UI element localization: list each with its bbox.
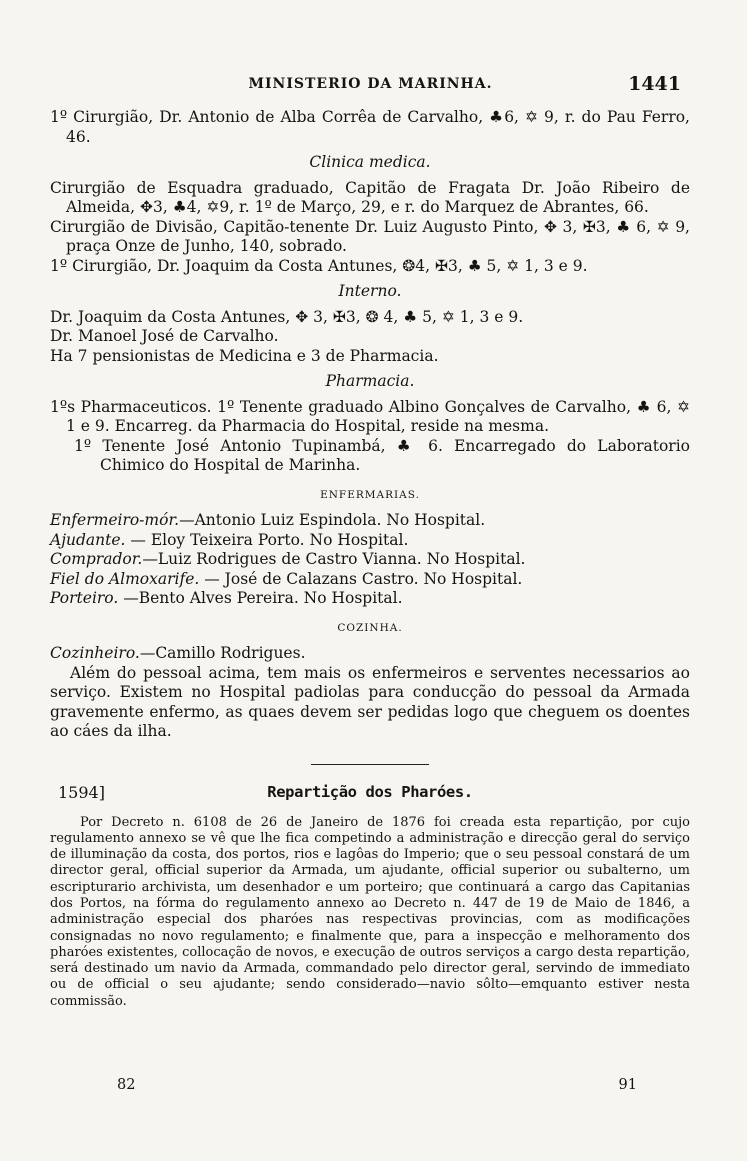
paragraph-pessoal: Além do pessoal acima, tem mais os enfermeiros e serventes necessarios ao serviço. Existem no Hospital padiolas para conducção do pessoal da Armada gravemente enfermo, as quaes devem ser pedidas logo que cheguem os doentes ao cáes da ilha. <box>50 663 690 740</box>
entry-cirurgiao-1 <box>50 108 690 147</box>
entry-ajudante <box>50 531 690 551</box>
entry-text: 3, <box>308 307 333 326</box>
section-body: Por Decreto n. 6108 de 26 de Janeiro de 1876 foi creada esta repartição, por cujo regulamento annexo se vê que lhe fica competindo a administração e direcção geral do serviço de illuminação da costa, dos portos, rios e lagôas do Imperio; que o seu pessoal constará de um director geral, official superior da Armada, um ajudante, official superior ou subalterno, um escripturario archivista, um desenhador e um porteiro; que continuará a cargo das Capitanias dos Portos, na fórma do regulamento annexo ao Decreto n. 447 de 19 de Maio de 1846, a administração especial dos pharóes nas respectivas provincias, com as modificações consignadas no novo regulamento; e finalmente que, para a inspecção e melhoramento dos pharóes existentes, collocação de novos, e execução de outros serviços a cargo desta repartição, será destinado um navio da Armada, commandado pelo director geral, servindo de immediato ou de official o seu ajudante; sendo considerado—navio sôlto—emquanto estiver nesta commissão. <box>50 814 690 1009</box>
role-label: Comprador. <box>50 550 143 568</box>
star-insignia-icon: ✡ <box>506 256 520 275</box>
entry-text: 3, <box>345 307 366 326</box>
entry-text: Cirurgião de Esquadra graduado, Capitão de Fragata Dr. João Ribeiro de Almeida, <box>50 178 690 216</box>
order-insignia-icon: ♣ <box>403 307 418 326</box>
entry-text: 1 e 9. Encarreg. da Pharmacia do Hospital, reside na mesma. <box>66 417 549 435</box>
entry-text: 1ºs Pharmaceuticos. 1º Tenente graduado Albino Gonçalves de Carvalho, <box>50 397 637 416</box>
entry-text: 6, <box>504 108 526 126</box>
order-insignia-icon: ♣ <box>396 436 417 455</box>
section-number: 1594] <box>58 782 105 802</box>
entry-fiel <box>50 570 690 590</box>
entry-tupinamba <box>50 437 690 476</box>
footer-right-number: 91 <box>618 1077 637 1093</box>
rose-cross-insignia-icon: ✠ <box>434 256 448 275</box>
rose-cross-insignia-icon: ✠ <box>582 217 596 236</box>
entry-text: 1, 3 e 9. <box>454 307 524 326</box>
order-insignia-icon: ♣ <box>467 256 482 275</box>
order-insignia-icon: ♣ <box>616 217 631 236</box>
heading-interno: Interno. <box>338 282 402 300</box>
entry-comprador <box>50 550 690 570</box>
entry-text: 1º Tenente José Antonio Tupinambá, <box>74 436 397 455</box>
star-insignia-icon: ✡ <box>206 198 220 216</box>
entry-text: 4, <box>186 198 207 216</box>
entry-text: 3, <box>447 256 468 275</box>
entry-text: 1, 3 e 9. <box>519 256 588 275</box>
footer-left-number: 82 <box>117 1077 136 1093</box>
page-header <box>60 73 681 100</box>
page-number: 1441 <box>628 73 681 95</box>
order-insignia-icon: ♣ <box>172 198 187 216</box>
entry-manoel: Dr. Manoel José de Carvalho. <box>50 327 279 345</box>
page-content <box>50 108 690 1010</box>
role-label: Porteiro. <box>50 589 119 607</box>
entry-porteiro <box>50 589 690 609</box>
star-insignia-icon: ✡ <box>525 108 539 126</box>
entry-text: 9, r. do Pau Ferro, 46. <box>66 108 690 146</box>
cross-insignia-icon: ✥ <box>140 198 153 216</box>
running-title: MINISTERIO DA MARINHA. <box>248 76 493 92</box>
heading-clinica-medica: Clinica medica. <box>309 153 431 171</box>
role-label: Ajudante. <box>50 530 126 549</box>
entry-cirurgiao-antunes <box>50 257 690 277</box>
role-label: Cozinheiro. <box>50 644 140 662</box>
entry-text: Cirurgião de Divisão, Capitão-tenente Dr. Luiz Augusto Pinto, <box>50 217 544 236</box>
star-insignia-icon: ✡ <box>441 307 455 326</box>
entry-text: 9, praça Onze de Junho, 140, sobrado. <box>66 217 690 255</box>
entry-text: 6. Encarregado do Laboratorio Chimico do Hospital de Marinha. <box>100 436 691 474</box>
medal-insignia-icon: ❂ <box>365 307 379 326</box>
entry-text: —Luiz Rodrigues de Castro Vianna. No Hospital. <box>142 550 526 568</box>
entry-text: 4, <box>415 256 435 275</box>
rose-cross-insignia-icon: ✠ <box>332 307 346 326</box>
entry-text: 6, <box>630 217 657 236</box>
entry-pharmaceuticos <box>50 398 690 437</box>
entry-cozinheiro <box>50 644 690 664</box>
entry-text: —Bento Alves Pereira. No Hospital. <box>118 589 403 607</box>
entry-text: 1º Cirurgião, Dr. Joaquim da Costa Antunes, <box>50 256 403 275</box>
entry-cirurgiao-esquadra <box>50 179 690 218</box>
entry-text: —Antonio Luiz Espindola. No Hospital. <box>179 511 486 529</box>
cross-insignia-icon: ✥ <box>543 217 557 236</box>
order-insignia-icon: ♣ <box>636 397 652 416</box>
entry-text: 5, <box>417 307 442 326</box>
entry-text: 5, <box>481 256 507 275</box>
star-insignia-icon: ✡ <box>676 397 690 416</box>
section-title: Repartição dos Pharóes. <box>267 782 473 801</box>
entry-text: 3, <box>556 217 583 236</box>
section-divider <box>311 764 429 765</box>
heading-pharmacia: Pharmacia. <box>325 372 415 390</box>
role-label: Enfermeiro-mór. <box>50 511 180 529</box>
entry-interno-antunes <box>50 308 690 328</box>
entry-text: 1º Cirurgião, Dr. Antonio de Alba Corrêa de Carvalho, <box>50 108 490 126</box>
heading-cozinha: COZINHA. <box>337 621 403 634</box>
entry-text: 4, <box>378 307 404 326</box>
entry-text: —Camillo Rodrigues. <box>139 644 306 662</box>
entry-pensionistas: Ha 7 pensionistas de Medicina e 3 de Pharmacia. <box>50 346 439 365</box>
entry-text: 6, <box>651 397 677 416</box>
section-heading <box>50 783 690 807</box>
entry-text: 3, <box>595 217 617 236</box>
entry-text: Dr. Joaquim da Costa Antunes, <box>50 307 296 326</box>
entry-text: 3, <box>153 198 173 216</box>
entry-cirurgiao-divisao <box>50 218 690 257</box>
role-label: Fiel do Almoxarife. <box>50 569 200 588</box>
heading-enfermarias: ENFERMARIAS. <box>320 488 420 501</box>
entry-text: — Eloy Teixeira Porto. No Hospital. <box>125 530 409 549</box>
entry-text: — José de Calazans Castro. No Hospital. <box>199 569 523 588</box>
medal-insignia-icon: ❂ <box>402 256 416 275</box>
star-insignia-icon: ✡ <box>656 217 670 236</box>
entry-text: 9, r. 1º de Março, 29, e r. do Marquez de Abrantes, 66. <box>219 198 649 216</box>
entry-enfermeiro-mor <box>50 511 690 531</box>
cross-insignia-icon: ✥ <box>295 307 309 326</box>
order-insignia-icon: ♣ <box>489 108 505 126</box>
